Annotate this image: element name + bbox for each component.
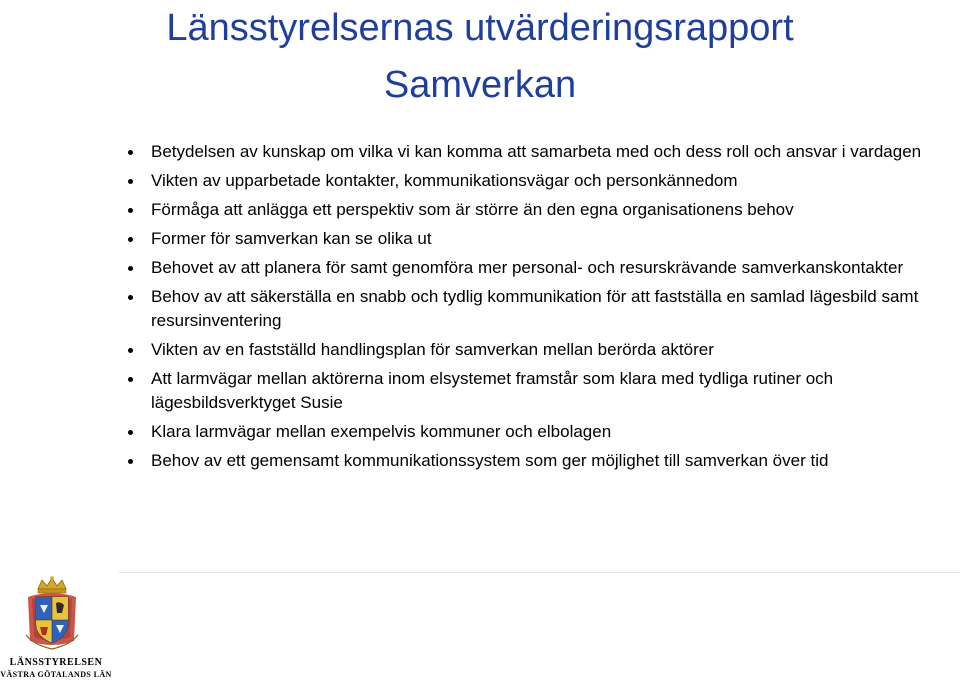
bullet-text: Behov av ett gemensamt kommunikationssystem som ger möjlighet till samverkan över tid [151, 451, 829, 470]
logo-agency-name: LÄNSSTYRELSEN [9, 657, 103, 668]
bullet-text: Betydelsen av kunskap om vilka vi kan komma att samarbeta med och dess roll och ansvar i vardagen [151, 142, 922, 161]
bullet-dot-icon [128, 179, 133, 184]
bullet-text: Att larmvägar mellan aktörerna inom elsystemet framstår som klara med tydliga rutiner och lägesbildsverktyget Susie [151, 369, 834, 412]
slide-title [0, 0, 960, 114]
bullet-text: Förmåga att anlägga ett perspektiv som är större än den egna organisationens behov [151, 200, 794, 219]
bullet-text: Behovet av att planera för samt genomföra mer personal- och resurskrävande samverkanskontakter [151, 258, 904, 277]
bullet-item [128, 285, 938, 333]
bullet-text: Vikten av upparbetade kontakter, kommunikationsvägar och personkännedom [151, 171, 738, 190]
bullet-item [128, 227, 938, 251]
slide-title-line-1: Länsstyrelsernas utvärderingsrapport [166, 7, 794, 49]
bullet-dot-icon [128, 295, 133, 300]
bullet-dot-icon [128, 208, 133, 213]
lansstyrelsen-logo [0, 575, 112, 680]
bullet-text: Vikten av en fastställd handlingsplan för samverkan mellan berörda aktörer [151, 340, 714, 359]
bullet-dot-icon [128, 377, 133, 382]
bullet-item [128, 338, 938, 362]
bullet-item [128, 367, 938, 415]
bullet-item [128, 256, 938, 280]
bullet-item [128, 449, 938, 473]
bullet-dot-icon [128, 459, 133, 464]
bullet-text: Klara larmvägar mellan exempelvis kommuner och elbolagen [151, 422, 612, 441]
slide-title-line-2: Samverkan [383, 64, 577, 106]
bullet-item [128, 198, 938, 222]
bullet-dot-icon [128, 266, 133, 271]
bullet-item [128, 420, 938, 444]
bullet-dot-icon [128, 150, 133, 155]
logo-county-name: VÄSTRA GÖTALANDS LÄN [0, 670, 112, 679]
coat-of-arms-icon [24, 575, 80, 655]
bullet-dot-icon [128, 430, 133, 435]
bullet-text: Former för samverkan kan se olika ut [151, 229, 432, 248]
bullet-dot-icon [128, 237, 133, 242]
footer-divider [118, 572, 960, 573]
bullet-dot-icon [128, 348, 133, 353]
bullet-list [128, 140, 938, 478]
bullet-text: Behov av att säkerställa en snabb och tydlig kommunikation för att fastställa en samlad lägesbild samt resursinventering [151, 287, 919, 330]
bullet-item [128, 169, 938, 193]
bullet-item [128, 140, 938, 164]
